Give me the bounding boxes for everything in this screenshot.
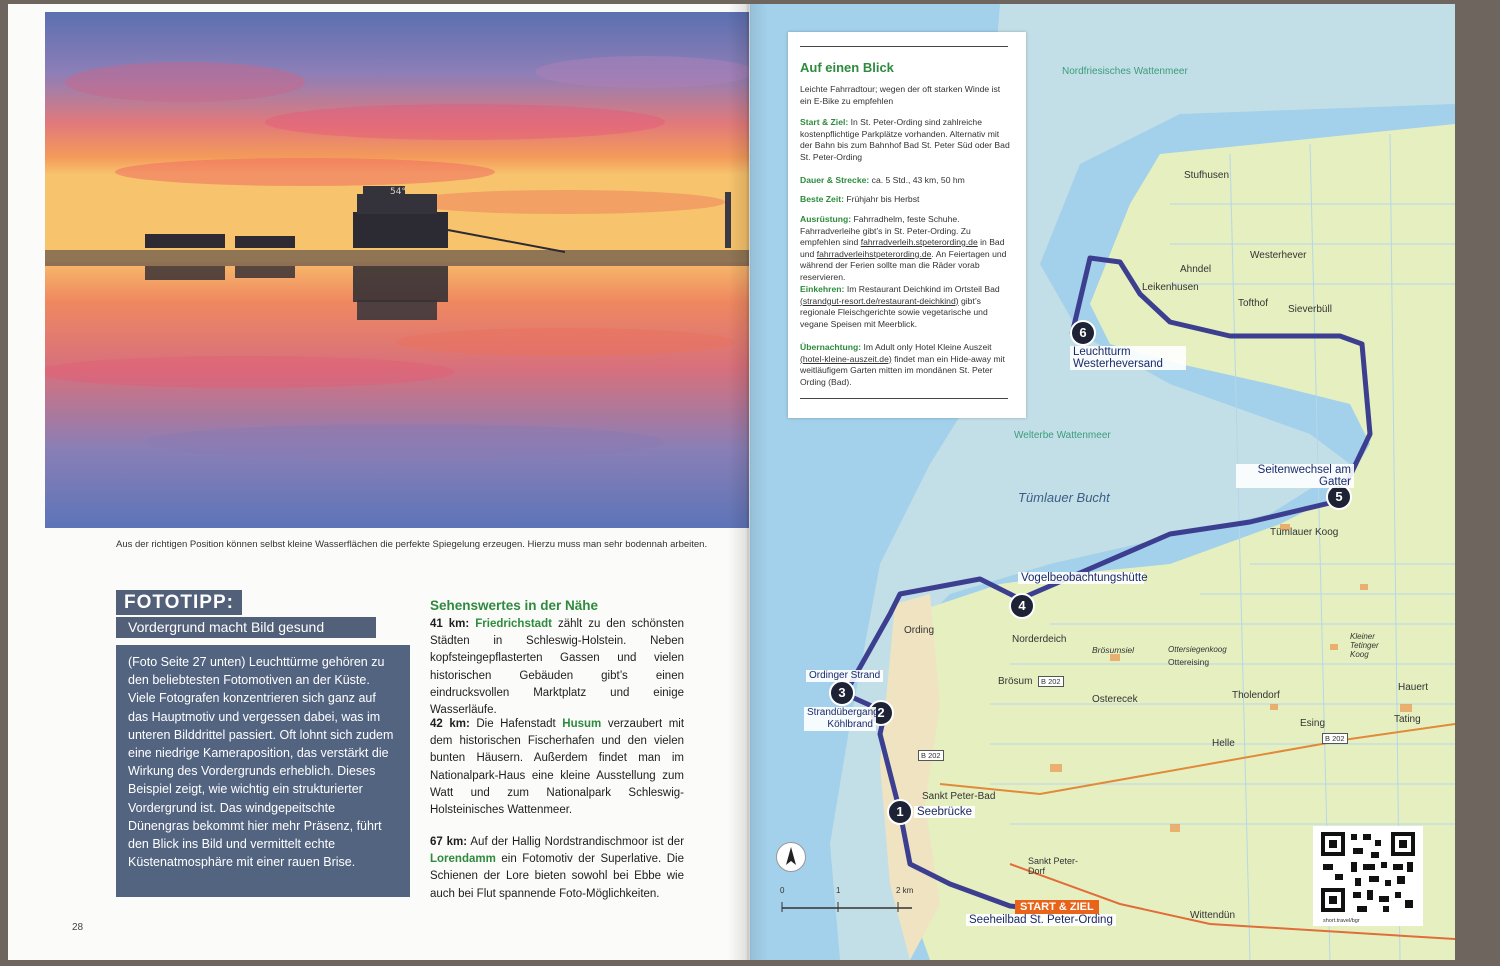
nearby-item — [430, 716, 684, 819]
gear-link[interactable]: fahrradverleih.stpeterording.de — [860, 237, 978, 247]
photo-caption: Aus der richtigen Position können selbst kleine Wasserflächen die perfekte Spiegelung erzeugen. Hierzu muss man sehr bodennah arbeiten. — [116, 539, 708, 550]
map-place: Brösum — [998, 676, 1033, 687]
scale-label: 1 — [836, 886, 841, 895]
info-key: Dauer & Strecke: — [800, 175, 870, 185]
nearby-pre: Die Hafenstadt — [476, 718, 556, 730]
start-badge: START & ZIEL — [1015, 900, 1099, 914]
map-place: Stufhusen — [1184, 170, 1230, 181]
map-place: Tholendorf — [1232, 690, 1280, 701]
map-water-label: Welterbe Wattenmeer — [1014, 430, 1111, 441]
nearby-text: ein Fotomotiv der Superlative. Die Schienen der Lore bieten sowohl bei Ebbe wie auch bei Flut spannende Foto-Möglichkeiten. — [430, 853, 684, 900]
map-place: Norderdeich — [1012, 634, 1067, 645]
map-place: Sankt Peter-Dorf — [1028, 856, 1079, 876]
map-place: Brösumsiel — [1092, 645, 1135, 655]
info-value: Im Adult only Hotel Kleine Auszeit — [863, 342, 992, 352]
map-place: Tating — [1394, 714, 1421, 725]
info-key: Einkehren: — [800, 284, 845, 294]
map-place: Ottereising — [1168, 657, 1210, 667]
nearby-place: Husum — [562, 718, 602, 730]
fototipp-body: (Foto Seite 27 unten) Leuchttürme gehören zu den beliebtesten Fotomotiven an der Küste. Viele Fotografen konzentrieren sich ganz auf das Hauptmotiv und vergessen dabei, was im unteren Bilddrittel passiert. Oft lohnt sich zudem eine niedrige Kameraposition, das verstärkt die Wirkung des Vordergrunds erheblich. Dieses Beispiel zeigt, wie wichtig ein strukturierter Vordergrund ist. Das windgepeitschte Dünengras bekommt hier mehr Präsenz, führt den Blick ins Bild und vermittelt echte Küstenatmosphäre mit einer rauen Brise. — [128, 655, 394, 870]
nearby-km: 42 km: — [430, 718, 470, 730]
map-place: Ottersiegenkoog — [1168, 645, 1227, 654]
road-sign: B 202 — [1038, 676, 1064, 687]
road-sign: B 202 — [918, 750, 944, 761]
map-place: Leikenhusen — [1142, 282, 1199, 293]
stop-label-1: Seebrücke — [914, 806, 975, 818]
north-arrow-icon — [776, 842, 806, 872]
info-value: . An Feiertagen und während der Ferien sollte man die Räder vorab reservieren. — [800, 248, 1007, 282]
info-gear — [800, 214, 1012, 283]
scale-label: 0 — [780, 886, 785, 895]
stop-label-2: Strandübergang Köhlbrand — [804, 707, 876, 731]
road-sign: B 202 — [1322, 733, 1348, 744]
map-place: Sankt Peter-Bad — [922, 791, 996, 802]
info-value: Frühjahr bis Herbst — [846, 194, 920, 204]
stop-label-3: Ordinger Strand — [806, 670, 883, 682]
info-duration — [800, 175, 1012, 187]
map-place: Helle — [1212, 738, 1235, 749]
sunset-photo — [45, 12, 749, 528]
info-key: Übernachtung: — [800, 342, 862, 352]
info-season — [800, 194, 1012, 206]
nearby-text: zählt zu den schönsten Städten in Schleswig-Holstein. Neben kopfsteingepflasterten Gassen und vielen historischen Gebäuden gibt’s einen eindrucksvollen Marktplatz und einige Wasserläufe. — [430, 618, 684, 717]
info-box — [788, 32, 1026, 418]
info-value: ca. 5 Std., 43 km, 50 hm — [871, 175, 965, 185]
info-value: gibt’s regionale Fleischgerichte sowie vegetarische und vegane Speisen mit Meerblick. — [800, 295, 988, 329]
nearby-item — [430, 616, 684, 719]
map-place: Westerhever — [1250, 250, 1307, 261]
nearby-title: Sehenswertes in der Nähe — [430, 598, 599, 613]
map-place: Osterecek — [1092, 694, 1138, 705]
stop-marker-1[interactable]: 1 — [887, 799, 913, 825]
stop-label-5: Seitenwechsel am Gatter — [1236, 464, 1354, 488]
info-value: in Bad und — [800, 237, 1005, 259]
map-place: Ording — [904, 625, 935, 636]
nearby-km: 41 km: — [430, 618, 470, 630]
info-stay — [800, 342, 1012, 388]
info-rule-bottom — [800, 398, 1008, 399]
scale-label: 2 km — [896, 886, 914, 895]
map-water-label: Nordfriesisches Wattenmeer — [1062, 66, 1188, 77]
page-number: 28 — [72, 922, 84, 933]
info-value: Im Restaurant Deichkind im Ortsteil Bad — [846, 284, 1000, 294]
qr-code[interactable] — [1313, 826, 1423, 926]
stop-label-4: Vogelbeobachtungshütte — [1018, 572, 1144, 584]
food-link[interactable]: (strandgut-resort.de/restaurant-deichkind) — [800, 295, 959, 306]
map-scale — [780, 886, 920, 921]
stop-marker-4[interactable]: 4 — [1009, 593, 1035, 619]
info-value: findet man ein Hide-away mit weitläufigem Garten mitten im mondänen St. Peter Ording (Bad). — [800, 353, 1005, 387]
fototipp-title: FOTOTIPP: — [116, 590, 242, 615]
info-key: Beste Zeit: — [800, 194, 844, 204]
info-title: Auf einen Blick — [800, 60, 894, 75]
info-key: Ausrüstung: — [800, 214, 852, 224]
nearby-item — [430, 834, 684, 903]
stop-marker-6[interactable]: 6 — [1070, 320, 1096, 346]
nearby-pre: Auf der Hallig Nordstrandischmoor ist der — [470, 836, 685, 848]
stay-link[interactable]: (hotel-kleine-auszeit.de) — [800, 353, 892, 364]
info-intro: Leichte Fahrradtour; wegen der oft starken Winde ist ein E-Bike zu empfehlen — [800, 84, 1001, 106]
map-place: Sieverbüll — [1288, 304, 1332, 315]
map-place: Hauert — [1398, 682, 1429, 693]
nearby-km: 67 km: — [430, 836, 468, 848]
map-place: Tofthof — [1238, 298, 1269, 309]
stop-marker-2[interactable]: 2 — [868, 700, 894, 726]
start-place-label: Seeheilbad St. Peter-Ording — [966, 914, 1116, 926]
stop-label-6: Leuchtturm Westerheversand — [1070, 346, 1186, 370]
map-place: Esing — [1300, 718, 1326, 729]
fototipp-subtitle: Vordergrund macht Bild gesund — [116, 617, 376, 638]
stop-marker-3[interactable]: 3 — [829, 680, 855, 706]
map-place: Kleiner Tetinger Koog — [1350, 632, 1379, 659]
info-food — [800, 284, 1012, 330]
fototipp-box — [116, 645, 410, 897]
nearby-place: Lorendamm — [430, 853, 496, 866]
nearby-place: Friedrichstadt — [475, 618, 552, 630]
map-place: Ahndel — [1180, 264, 1212, 275]
stop-marker-5[interactable]: 5 — [1326, 484, 1352, 510]
info-value: Fahrradhelm, feste Schuhe. Fahrradverleihe gibt’s in St. Peter-Ording. Zu empfehlen sind — [800, 214, 971, 247]
photo-sign: 54° — [390, 187, 406, 197]
gear-link[interactable]: fahrradverleihstpeterording.de — [816, 248, 932, 259]
info-rule-top — [800, 46, 1008, 47]
map-place: Wittendün — [1190, 910, 1236, 921]
qr-url: short.travel/bgr — [1323, 918, 1360, 924]
info-key: Start & Ziel: — [800, 117, 849, 127]
info-start — [800, 117, 1012, 163]
map-water-label: Tümlauer Bucht — [1018, 490, 1110, 505]
nearby-text: verzaubert mit dem historischen Fischerhafen und den vielen bunten Häusern. Außerdem findet man im Nationalpark-Haus eine kleine Ausstellung zum Watt und zum Nationalpark Schleswig-Holsteinisches Wattenmeer. — [430, 718, 685, 817]
map-place: Tümlauer Koog — [1270, 527, 1339, 538]
info-value: In St. Peter-Ording sind zahlreiche kostenpflichtige Parkplätze vorhanden. Alternativ mit der Bahn bis zum Bahnhof Bad St. Peter Süd oder Bad St. Peter-Ording — [800, 117, 1010, 162]
